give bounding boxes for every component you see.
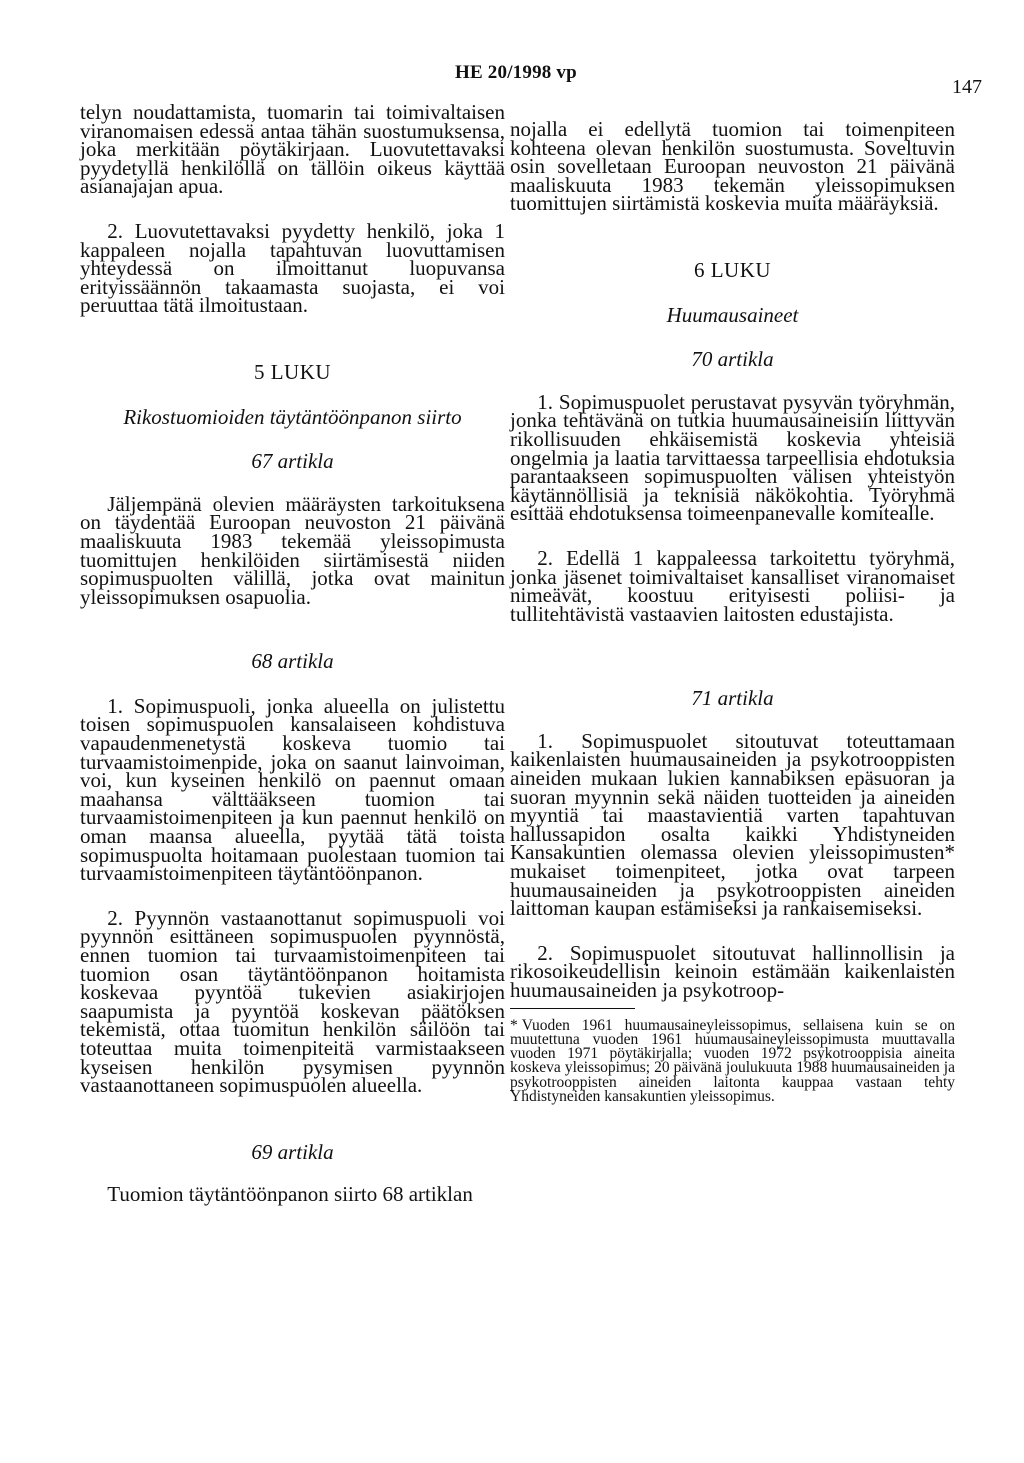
article-68-paragraph-1: 1. Sopimuspuoli, jonka alueella on julistettu toisen sopimuspuolen kansalaiseen kohdistuva vapaudenmenetystä koskeva tuomio tai turvaamistoimenpide, joka on saanut lainvoiman, voi, kun kyseinen henkilö on paennut omaan maahansa välttääkseen tuomion tai turvaamistoimenpiteen ja kun paennut henkilö on oman maansa alueella, pyytää tätä toista sopimuspuolta hoitamaan puolestaan tuomion tai turvaamistoimenpiteen täytäntöönpanon. bbox=[80, 693, 505, 886]
article-71-heading: 71 artikla bbox=[691, 686, 774, 711]
paragraph-intro-left: telyn noudattamista, tuomarin tai toimivaltaisen viranomaisen edessä antaa tähän suostumuksensa, joka merkitään pöytäkirjaan. Luovutettavaksi pyydetyllä henkilöllä on tällöin oikeus käyttää asianajajan apua. bbox=[80, 100, 505, 199]
article-68-paragraph-2: 2. Pyynnön vastaanottanut sopimuspuoli voi pyynnön esittäneen sopimuspuolen pyynnöstä, ennen tuomion tai turvaamistoimenpiteen tai tuomion osan täytäntöönpanon hoitamista koskevaa pyyntöä tukevien asiakirjojen saapumista ja pyyntöä koskevan päätöksen tekemistä, ottaa tuomitun henkilön säilöön tai toteuttaa muita toimenpiteitä varmistaakseen kyseisen henkilön pysymisen pyynnön vastaanottaneen sopimuspuolen alueella. bbox=[80, 905, 505, 1098]
article-70-heading: 70 artikla bbox=[691, 347, 774, 372]
article-67-text: Jäljempänä olevien määräysten tarkoituksena on täydentää Euroopan neuvoston 21 päivänä maaliskuuta 1983 tekemää yleissopimusta tuomittujen henkilöiden siirtämisestä niiden sopimuspuolten välillä, jotka ovat mainitun yleissopimuksen osapuolia. bbox=[80, 491, 505, 609]
footnote bbox=[510, 1016, 955, 1106]
article-71-paragraph-2: 2. Sopimuspuolet sitoutuvat hallinnollisin ja rikosoikeudellisin keinoin estämään kaikenlaisten huumausaineiden ja psykotroop- bbox=[510, 940, 955, 1002]
paragraph-2: 2. Luovutettavaksi pyydetty henkilö, joka 1 kappaleen nojalla tapahtuvan luovuttamisen yhteydessä on ilmoittanut luopuvansa erityissäännön takaamasta suojasta, ei voi peruuttaa tätä ilmoitustaan. bbox=[80, 218, 505, 318]
paragraph-intro-right: nojalla ei edellytä tuomion tai toimenpiteen kohteena olevan henkilön suostumusta. Soveltuvin osin sovelletaan Euroopan neuvoston 21 päivänä maaliskuuta 1983 tekemän yleissopimuksen tuomittujen siirtämistä koskevia muita määräyksiä. bbox=[510, 117, 955, 216]
article-71-paragraph-1: 1. Sopimuspuolet sitoutuvat toteuttamaan kaikenlaisten huumausaineiden ja psykotrooppisten aineiden mukaan lukien kannabiksen epäsuoran ja suoran myynnin sekä näiden tuotteiden ja aineiden myyntiä tai maastavientiä varten tapahtuvan hallussapidon osalta kaikki Yhdistyneiden Kansakuntien olemassa olevien yleissopimusten* mukaiset toimenpiteet, jotka ovat tarpeen huumausaineiden ja psykotrooppisten aineiden laittoman kaupan estämiseksi ja rankaisemiseksi. bbox=[510, 728, 955, 921]
chapter-6-title: Huumausaineet bbox=[666, 302, 799, 327]
article-67-heading: 67 artikla bbox=[251, 449, 334, 474]
article-70-paragraph-2: 2. Edellä 1 kappaleessa tarkoitettu työryhmä, jonka jäsenet toimivaltaiset kansalliset viranomaiset nimeävät, koostuu erityisesti poliisi- ja tullitehtävistä vastaavien laitosten edustajista. bbox=[510, 545, 955, 626]
chapter-5-title: Rikostuomioiden täytäntöönpanon siirto bbox=[123, 404, 462, 429]
running-head: HE 20/1998 vp bbox=[455, 62, 577, 83]
footnote-marker: * bbox=[510, 1016, 518, 1034]
article-69-heading: 69 artikla bbox=[251, 1139, 334, 1164]
chapter-5-heading: 5 LUKU bbox=[253, 359, 332, 384]
footnote-text: Vuoden 1961 huumausaineyleissopimus, sellaisena kuin se on muutettuna vuoden 1961 huumausaineyleissopimusta muuttavalla vuoden 1971 pöytäkirjalla; vuoden 1972 psykotrooppisia aineita koskeva yleissopimus; 20 päivänä joulukuuta 1988 huumausaineiden ja psykotrooppisten aineiden laitonta kauppaa vastaan tehty Yhdistyneiden kansakuntien yleissopimus. bbox=[510, 1016, 955, 1106]
left-column bbox=[80, 100, 505, 1207]
chapter-6-heading: 6 LUKU bbox=[693, 257, 772, 282]
article-68-heading: 68 artikla bbox=[251, 649, 334, 674]
article-69-text: Tuomion täytäntöönpanon siirto 68 artiklan bbox=[107, 1182, 473, 1207]
page-number: 147 bbox=[952, 76, 982, 98]
right-column bbox=[510, 117, 955, 1106]
article-70-paragraph-1: 1. Sopimuspuolet perustavat pysyvän työryhmän, jonka tehtävänä on tutkia huumausaineisiin liittyvän rikollisuuden ehkäisemistä koskevia yhteisiä ongelmia ja laatia tarvittaessa tarpeellisia ehdotuksia parantaakseen sopimuspuolten välisen yhteistyön käytännöllisiä ja teknisiä näkökohtia. Työryhmä esittää ehdotuksensa toimeenpanevalle komitealle. bbox=[510, 389, 955, 526]
footnote-divider bbox=[510, 1008, 635, 1009]
